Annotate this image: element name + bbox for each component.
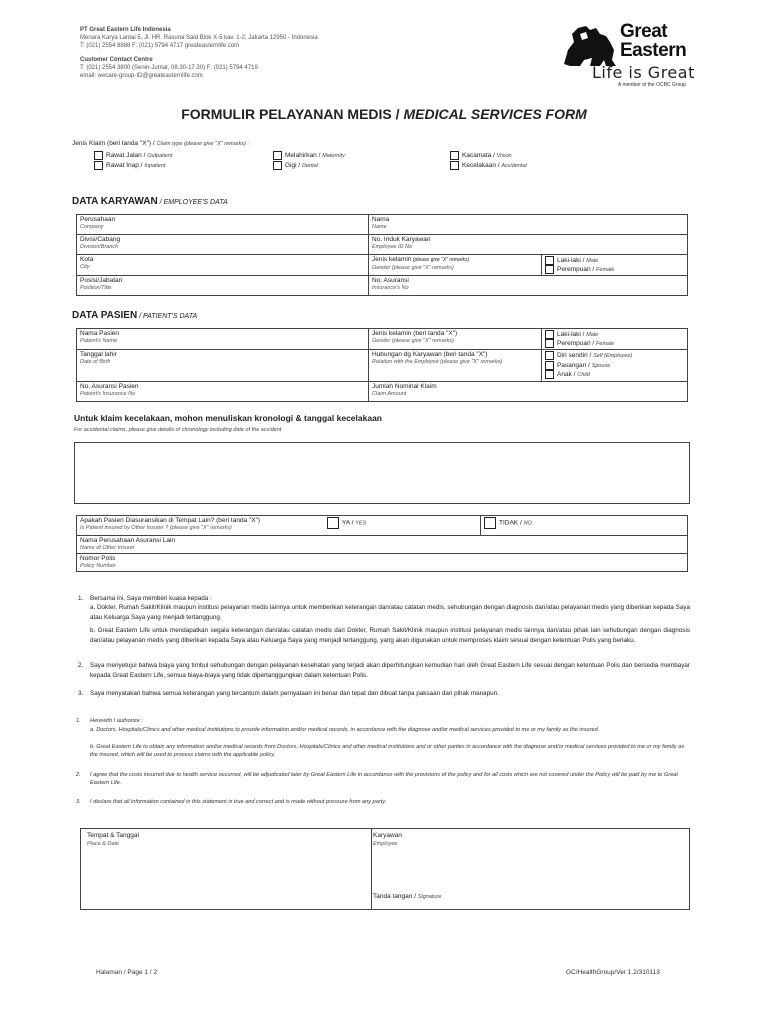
patient-table (76, 328, 688, 402)
checkbox[interactable] (327, 517, 339, 529)
logo-line1: Great (620, 21, 668, 42)
term-id-1b: b. Great Eastern Life untuk mendapatkan segala keterangan dan/atau catatan medis dari Dokter, Rumah Sakit/Klinik maupun institusi pelayanan medis lainnya dan/atau pihak lain sehubungan dengan diagnosis dan/atau pelayanan medis yang diberikan kepada Saya atau Keluarga Saya yang menjadi tertanggung, yang akan digunakan untuk memproses klaim sesuai dengan ketentuan Polis yang berlaku. (90, 627, 690, 644)
form-code: GC/HealthGroup/Ver 1.2/310113 (566, 969, 660, 976)
patient-gender-male[interactable]: Laki-laki / Male (545, 330, 684, 339)
patient-gender-options (542, 329, 688, 350)
relation-child[interactable]: Anak / Child (545, 370, 684, 379)
other-insurer-no[interactable]: TIDAK / NO (481, 516, 688, 536)
employee-insurance-field[interactable]: No. Asuransi Insurance's No (369, 276, 688, 296)
accident-details-textarea[interactable] (74, 442, 690, 504)
term-id-1a: a. Dokter, Rumah Sakit/Klinik maupun institusi pelayanan medis lainnya untuk memberikan keterangan dan/atau catatan medis, sehubungan dengan diagnosis dan/atau pelayanan medis yang diberikan kepada Saya atau Keluarga Saya yang menjadi tertanggung. (90, 604, 690, 621)
logo-member: A member of the OCBC Group (618, 82, 686, 88)
term-en-3: I declare that all information contained in this statement is true and correct and is made without pressure from any party. (90, 799, 387, 805)
patient-insurance-field[interactable]: No. Asuransi Pasien Patient's Insurance No (77, 382, 369, 402)
claim-amount-field[interactable]: Jumlah Nominal Klaim Claim Amount (369, 382, 688, 402)
term-id-3: Saya menyatakan bahwa semua keterangan yang tercantum dalam pernyataan ini benar dan tepat dan dibuat tanpa paksaan dari pihak manapun. (90, 690, 499, 697)
employee-id-field[interactable]: No. Induk Karyawan Employee ID No (369, 235, 688, 255)
patient-dob-field[interactable]: Tanggal lahir Date of Birth (77, 350, 369, 382)
checkbox[interactable] (94, 151, 103, 160)
checkbox[interactable] (545, 256, 554, 265)
company-header (80, 26, 400, 80)
term-en-1: Herewith I authorize : (90, 718, 143, 724)
contact-phone: T: (021) 2554 3800 (Senin-Jumat, 08.30-17.30) F: (021) 5794 4719 (80, 65, 258, 71)
form-title (0, 106, 768, 122)
employee-gender-label: Jenis kelamin (please give "X" remarks) Gender (please give "X" remarks) (369, 255, 542, 276)
patient-relation-options (542, 350, 688, 382)
accident-title: Untuk klaim kecelakaan, mohon menuliskan kronologi & tanggal kecelakaan (74, 413, 382, 423)
employee-position-field[interactable]: Posisi/Jabatan Position/Title (77, 276, 369, 296)
term-en-1b: b. Great Eastern Life to obtain any information and/or medical records from Doctors, Hospitals/Clinics and other medical institutions and or other parties in accordance with the diagnose and/or medical services provided to me or my family as the insured, which will be used to process claims with the applicable policy. (90, 744, 685, 758)
term-en-number-2: 2. (76, 772, 81, 778)
employee-table (76, 214, 688, 296)
brand-logo (620, 22, 686, 60)
checkbox[interactable] (450, 151, 459, 160)
claim-accidental[interactable]: Kecelakaan / Accidental (450, 161, 527, 170)
term-en-2: I agree that the costs incurred due to health service occurred, will be adjudicated later by Great Eastern Life in accordance with the provisions of the policy and for all costs which are not covered under the Policy will be paid by me to Great Eastern Life. (90, 772, 678, 786)
checkbox[interactable] (484, 517, 496, 529)
employee-gender-options (542, 255, 688, 276)
checkbox[interactable] (273, 151, 282, 160)
term-en-number-1: 1. (76, 718, 81, 724)
logo-line2: Eastern (620, 40, 687, 61)
term-en-number-3: 3. (76, 799, 81, 805)
other-insurer-yes[interactable]: YA / YES (324, 516, 481, 536)
claim-inpatient[interactable]: Rawat Inap / Inpatient (94, 161, 165, 170)
employee-section-title: DATA KARYAWAN / EMPLOYEE'S DATA (72, 196, 228, 207)
checkbox[interactable] (450, 161, 459, 170)
other-insurer-table (76, 515, 688, 572)
company-name: PT Great Eastern Life Indonesia (80, 27, 171, 33)
claim-dental[interactable]: Gigi / Dental (273, 161, 318, 170)
page-number: Halaman / Page 1 / 2 (96, 969, 158, 976)
patient-section-title: DATA PASIEN / PATIENT'S DATA (72, 310, 198, 321)
claim-outpatient[interactable]: Rawat Jalan / Outpatient (94, 151, 173, 160)
term-id-number-3: 3. (78, 690, 84, 697)
relation-self[interactable]: Diri sendiri / Self (Employee) (545, 351, 684, 360)
checkbox[interactable] (545, 370, 554, 379)
employee-name-field[interactable]: Nama Name (369, 215, 688, 235)
company-phone: T: (021) 2554 8888 F: (021) 5794 4717 greateasternlife.com (80, 43, 240, 49)
signature-field[interactable]: Tanda tangan / Signature (373, 893, 442, 900)
employee-city-field[interactable]: Kota City (77, 255, 369, 276)
claim-maternity[interactable]: Melahirkan / Maternity (273, 151, 345, 160)
patient-relation-label: Hubungan dg Karyawan (beri tanda "X") Relation with the Employee (please give "X" remarks) (369, 350, 542, 382)
patient-gender-female[interactable]: Perempuan / Female (545, 339, 684, 348)
term-id-number-2: 2. (78, 662, 84, 669)
other-insurer-question: Apakah Pasien Diasuransikan di Tempat Lain? (beri tanda "X") Is Patient insured by Other Insurer ? (please give "X" remarks) (77, 516, 325, 536)
employee-sign-label: Karyawan Employee (373, 832, 402, 847)
employee-company-field[interactable]: Perusahaan Company (77, 215, 369, 235)
accident-title-en: For accidental claims, please give details of chronology including date of the accident (74, 427, 282, 433)
place-date-field[interactable]: Tempat & Tanggal Place & Date (87, 832, 139, 847)
patient-gender-label: Jenis kelamin (beri tanda "X") Gender (please give "X" remarks) (369, 329, 542, 350)
checkbox[interactable] (545, 330, 554, 339)
employee-gender-male[interactable]: Laki-laki / Male (545, 256, 684, 265)
other-insurer-name-field[interactable]: Nama Perusahaan Asuransi Lain Name of Other Insurer (77, 536, 688, 554)
checkbox[interactable] (545, 265, 554, 274)
employee-division-field[interactable]: Divisi/Cabang Division/Branch (77, 235, 369, 255)
claim-type-label: Jenis Klaim (beri tanda "X") / Claim type (please give "X" remarks) : (72, 140, 249, 147)
logo-tagline: Life is Great (592, 63, 695, 82)
relation-spouse[interactable]: Pasangan / Spouse (545, 361, 684, 370)
employee-gender-female[interactable]: Perempuan / Female (545, 265, 684, 274)
term-id-1: Bersama ini, Saya memberi kuasa kepada : (90, 595, 212, 602)
term-id-number-1: 1. (78, 595, 84, 602)
signature-divider (371, 829, 372, 909)
form-title-id: FORMULIR PELAYANAN MEDIS / (181, 106, 404, 122)
checkbox[interactable] (545, 339, 554, 348)
company-address: Menara Karya Lantai 5, Jl. HR. Rasuna Said Blok X-5 kav. 1-2, Jakarta 12950 - Indonesia (80, 35, 318, 41)
policy-number-field[interactable]: Nomor Polis Policy Number (77, 554, 688, 572)
term-id-2: Saya menyetujui bahwa biaya yang timbul sehubungan dengan pelayanan kesehatan yang terjadi akan diperhitungkan kemudian hari oleh Great Eastern Life sesuai dengan ketentuan Polis dan bersedia membayar kepada Great Eastern Life, semua biaya-biaya yang tidak dipertanggungkan dalam ketentuan Polis. (90, 662, 690, 679)
term-en-1a: a. Doctors, Hospitals/Clinics and other medical institutions to provide information and/or medical records, in accordance with the diagnose and/or medical services provided to me or my family as the insured. (90, 727, 600, 733)
patient-name-field[interactable]: Nama Pasien Patient's Name (77, 329, 369, 350)
contact-email: email: wecare-group-ID@greateasternlife.com (80, 73, 203, 79)
signature-box (80, 828, 690, 910)
checkbox[interactable] (94, 161, 103, 170)
checkbox[interactable] (273, 161, 282, 170)
claim-vision[interactable]: Kacamata / Vision (450, 151, 512, 160)
checkbox[interactable] (545, 351, 554, 360)
checkbox[interactable] (545, 361, 554, 370)
form-title-en: MEDICAL SERVICES FORM (403, 106, 587, 122)
contact-title: Customer Contact Centre (80, 57, 153, 63)
